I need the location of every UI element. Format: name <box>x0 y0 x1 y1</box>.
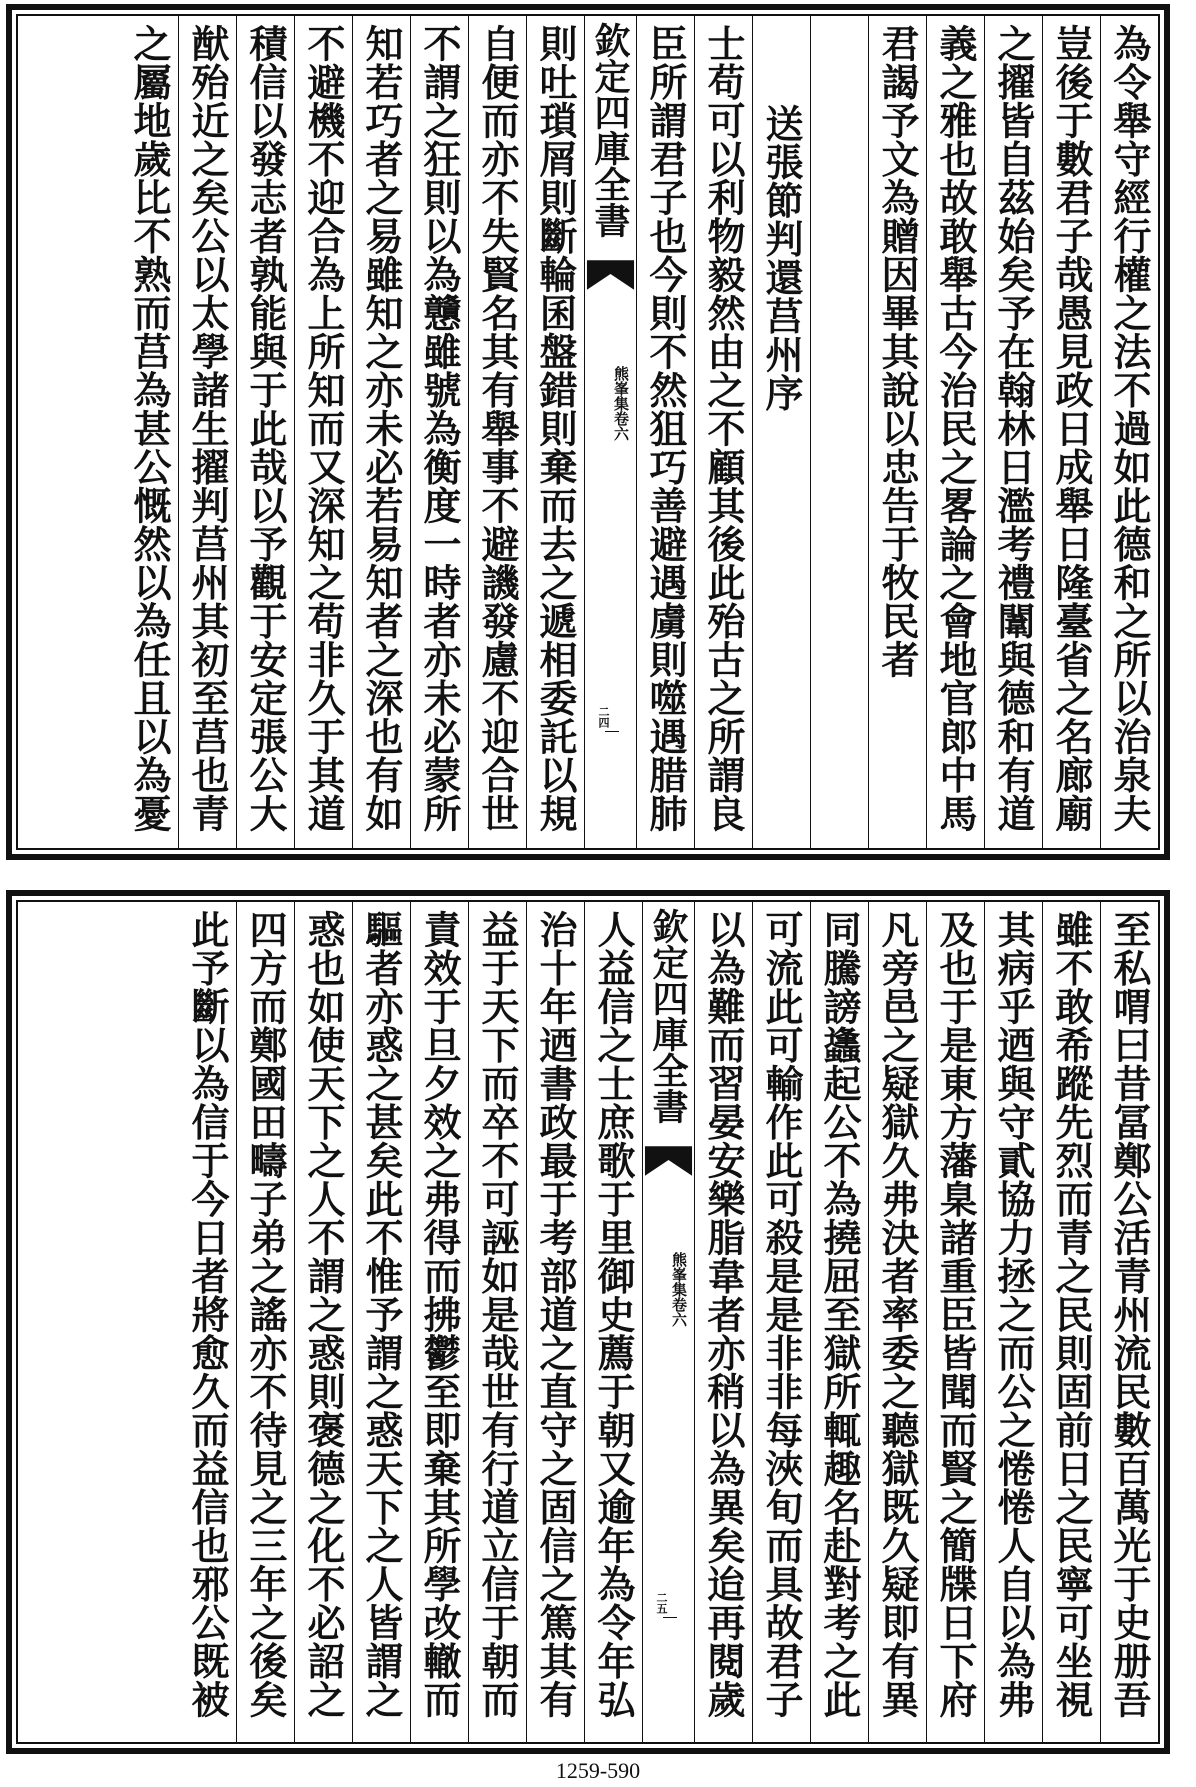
text-column <box>120 16 178 848</box>
text-column <box>410 902 468 1742</box>
text-column <box>526 902 584 1742</box>
columns-bottom <box>18 902 1158 1742</box>
column-text: 驅者亦惑之甚矣此不惟予謂之惑天下之人皆謂之 <box>359 910 404 1719</box>
fish-tail-mark-icon <box>585 256 636 296</box>
column-text: 猷殆近之矣公以太學諸生擢判莒州其初至莒也青 <box>185 24 230 833</box>
column-text: 惑也如使天下之人不謂之惑則褒德之化不必詔之 <box>301 910 346 1719</box>
text-column <box>694 902 752 1742</box>
column-text <box>811 24 868 842</box>
center-fold <box>584 16 636 848</box>
text-column <box>1042 902 1100 1742</box>
column-text: 責效于旦夕效之弗得而拂鬱至即棄其所學改轍而 <box>417 910 462 1719</box>
column-text: 治十年迺書政最于考部道之直守之固信之篤其有 <box>533 910 578 1719</box>
text-column <box>236 16 294 848</box>
center-fold <box>642 902 694 1742</box>
text-column <box>694 16 752 848</box>
text-column <box>468 16 526 848</box>
section-title-column <box>752 16 810 848</box>
column-text: 同騰謗蠭起公不為撓屈至獄所輒趣名赴對考之此 <box>817 910 862 1719</box>
panel-bottom-border <box>16 900 1160 1744</box>
text-column <box>178 902 236 1742</box>
column-text: 雖不敢希蹤先烈而青之民則固前日之民寧可坐視 <box>1049 910 1094 1719</box>
footer-page-code: 1259-590 <box>555 1758 641 1783</box>
text-column <box>752 902 810 1742</box>
column-text: 豈後于數君子哉愚見政日成舉日隆臺省之名廊廟 <box>1049 24 1094 833</box>
column-text: 不避機不迎合為上所知而又深知之苟非久于其道 <box>301 24 346 833</box>
text-column <box>584 902 642 1742</box>
text-column <box>352 902 410 1742</box>
text-column <box>810 902 868 1742</box>
text-column <box>294 16 352 848</box>
text-column <box>1100 16 1158 848</box>
column-text: 義之雅也故敢舉古今治民之畧論之會地官郎中馬 <box>933 24 978 833</box>
column-text: 積信以發志者孰能與于此哉以予觀于安定張公大 <box>243 24 288 833</box>
text-column <box>410 16 468 848</box>
text-column <box>984 902 1042 1742</box>
column-text: 君謁予文為贈因畢其說以忠告于牧民者 <box>875 24 920 679</box>
column-text: 則吐瑣屑則斷輪囷盤錯則棄而去之遞相委託以規 <box>533 24 578 833</box>
text-column <box>178 16 236 848</box>
column-text: 凡旁邑之疑獄久弗決者率委之聽獄既久疑即有異 <box>875 910 920 1719</box>
column-text: 四方而鄭國田疇子弟之謠亦不待見之三年之後矣 <box>243 910 288 1719</box>
column-text: 不謂之狂則以為戇雖號為衡度一時者亦未必蒙所 <box>417 24 462 833</box>
text-column <box>526 16 584 848</box>
page-number: 二五 <box>655 1592 668 1614</box>
book-volume-label: 熊峯集卷六 <box>670 1252 688 1327</box>
text-column <box>236 902 294 1742</box>
columns-top <box>18 16 1158 848</box>
text-column <box>868 902 926 1742</box>
text-column <box>636 16 694 848</box>
column-text: 人益信之士庶歌于里御史薦于朝又逾年為令年弘 <box>591 910 636 1719</box>
column-text: 自便而亦不失賢名其有舉事不避譏發慮不迎合世 <box>475 24 520 833</box>
text-column <box>926 16 984 848</box>
column-text: 其病乎迺與守貳協力拯之而公之惓惓人自以為弗 <box>991 910 1036 1719</box>
column-text: 為令舉守經行權之法不過如此德和之所以治泉夫 <box>1107 24 1152 833</box>
text-column <box>468 902 526 1742</box>
text-column <box>868 16 926 848</box>
page-rule <box>605 731 619 732</box>
text-column <box>984 16 1042 848</box>
text-column <box>810 16 868 848</box>
text-column <box>294 902 352 1742</box>
page-panel-bottom <box>6 890 1170 1754</box>
column-text: 可流此可輸作此可殺是是非非每浹旬而具故君子 <box>759 910 804 1719</box>
fish-tail-mark-icon <box>643 1142 694 1182</box>
collection-title: 欽定四庫全書 <box>647 908 689 1124</box>
page-rule <box>663 1617 677 1618</box>
column-text: 此予斷以為信于今日者將愈久而益信也邪公既被 <box>185 910 230 1719</box>
panel-top-border <box>16 14 1160 850</box>
text-column <box>352 16 410 848</box>
column-text: 知若巧者之易雖知之亦未必若易知者之深也有如 <box>359 24 404 833</box>
column-text: 之擢皆自茲始矣予在翰林日濫考禮闈與德和有道 <box>991 24 1036 833</box>
column-text: 臣所謂君子也今則不然狙巧善避遇虜則噬遇腊肺 <box>643 24 688 833</box>
section-title: 送張節判還莒州序 <box>759 104 804 412</box>
text-column <box>1042 16 1100 848</box>
column-text: 至私喟曰昔冨鄭公活青州流民數百萬光于史册吾 <box>1107 910 1152 1719</box>
book-volume-label: 熊峯集卷六 <box>612 366 630 441</box>
page-number: 二四 <box>597 706 610 728</box>
column-text: 益于天下而卒不可誣如是哉世有行道立信于朝而 <box>475 910 520 1719</box>
page-panel-top <box>6 4 1170 860</box>
column-text: 以為難而習晏安樂脂韋者亦稍以為異矣迨再閱歲 <box>701 910 746 1719</box>
text-column <box>926 902 984 1742</box>
column-text: 之屬地歲比不熟而莒為甚公慨然以為任且以為憂 <box>127 24 172 833</box>
collection-title: 欽定四庫全書 <box>589 22 631 238</box>
column-text: 及也于是東方藩臬諸重臣皆聞而賢之簡牒日下府 <box>933 910 978 1719</box>
column-text: 士苟可以利物毅然由之不顧其後此殆古之所謂良 <box>701 24 746 833</box>
text-column <box>1100 902 1158 1742</box>
